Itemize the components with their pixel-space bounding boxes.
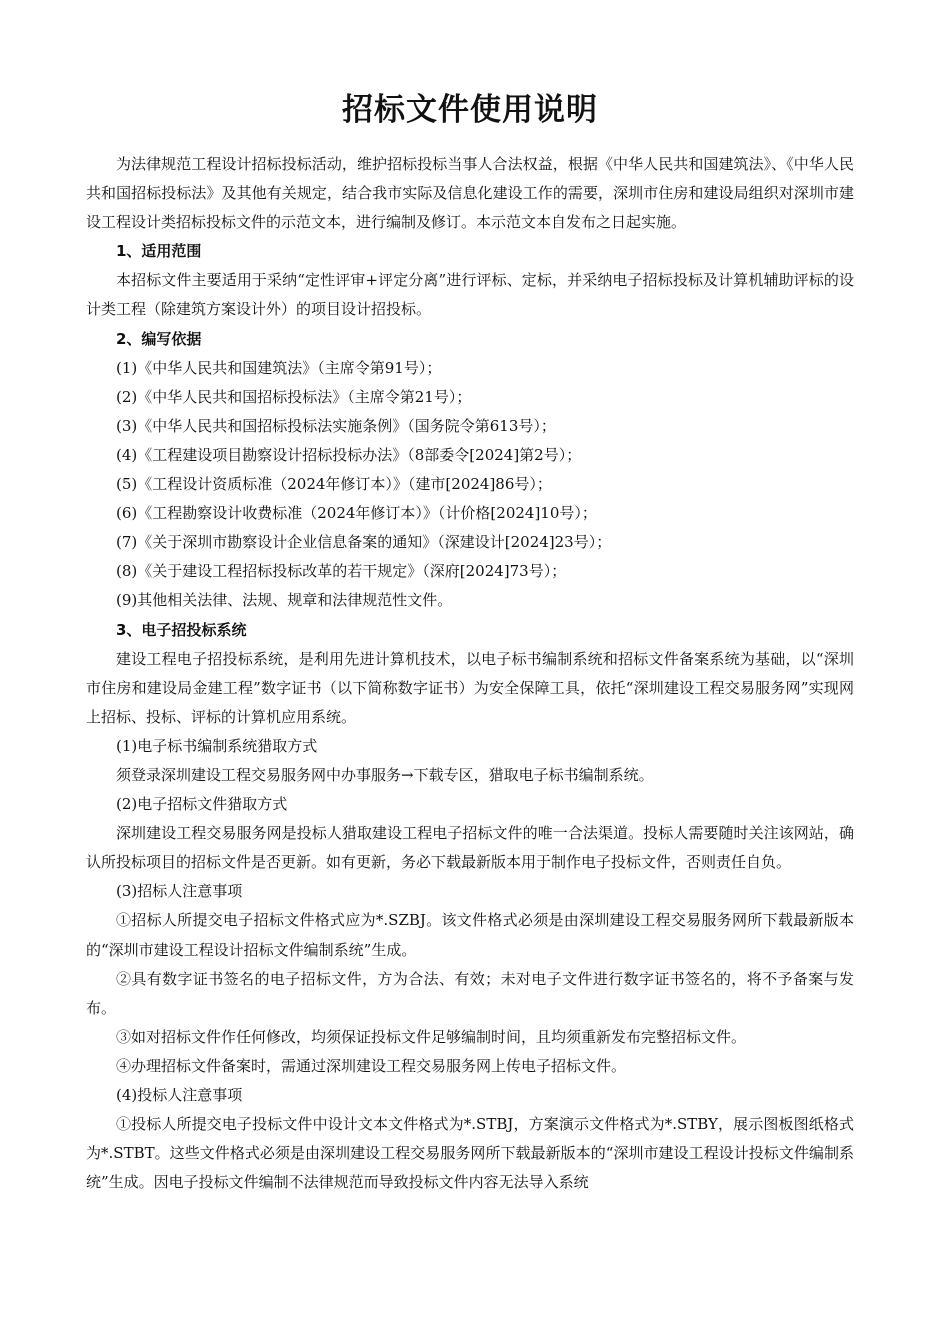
e-bidding-intro: 建设工程电子招投标系统，是利用先进计算机技术，以电子标书编制系统和招标文件备案系统为基础，以“深圳市住房和建设局金建工程”数字证书（以下简称数字证书）为安全保障工具，依托“深圳建设工程交易服务网”实现网上招标、投标、评标的计算机应用系统。 xyxy=(86,649,854,726)
section-heading-basis: 2、编写依据 xyxy=(116,329,202,348)
bidder-note-item: ①投标人所提交电子投标文件中设计文本文件格式为*.STBJ，方案演示文件格式为*.STBY，展示图板图纸格式为*.STBT。这些文件格式必须是由深圳建设工程交易服务网所下载最新版本的“深圳市建设工程设计投标文件编制系统”生成。因电子投标文件编制不法律规范而导致投标文件内容无法导入系统 xyxy=(86,1115,854,1192)
tenderer-note-item: ④办理招标文件备案时，需通过深圳建设工程交易服务网上传电子招标文件。 xyxy=(116,1056,627,1075)
basis-item: (4)《工程建设项目勘察设计招标投标办法》（8部委令[2024]第2号）； xyxy=(116,445,582,464)
subheading-bidder-notes: (4)投标人注意事项 xyxy=(116,1086,243,1104)
basis-item: (3)《中华人民共和国招标投标法实施条例》（国务院令第613号）； xyxy=(116,416,556,435)
tenderer-note-item: ①招标人所提交电子招标文件格式应为*.SZBJ。该文件格式必须是由深圳建设工程交易服务网所下载最新版本的“深圳市建设工程设计招标文件编制系统”生成。 xyxy=(86,911,854,959)
basis-item: (8)《关于建设工程招标投标改革的若干规定》（深府[2024]73号）； xyxy=(116,562,567,581)
basis-item: (9)其他相关法律、法规、规章和法律规范性文件。 xyxy=(116,591,453,610)
subheading-tender-access: (2)电子招标文件猎取方式 xyxy=(116,795,288,814)
basis-item: (6)《工程勘察设计收费标准（2024年修订本）》（计价格[2024]10号）； xyxy=(116,504,597,523)
basis-item: (2)《中华人民共和国招标投标法》（主席令第21号）； xyxy=(116,387,472,406)
tenderer-note-item: ②具有数字证书签名的电子招标文件，方为合法、有效；未对电子文件进行数字证书签名的，将不予备案与发布。 xyxy=(86,969,854,1017)
subheading-tenderer-notes: (3)招标人注意事项 xyxy=(116,882,243,901)
document-title: 招标文件使用说明 xyxy=(342,92,598,128)
basis-item: (5)《工程设计资质标准（2024年修订本）》（建市[2024]86号）； xyxy=(116,475,552,494)
basis-item: (7)《关于深圳市勘察设计企业信息备案的通知》（深建设计[2024]23号）； xyxy=(116,533,612,552)
basis-item: (1)《中华人民共和国建筑法》（主席令第91号）； xyxy=(116,358,442,377)
section-heading-e-bidding: 3、电子招投标系统 xyxy=(116,620,247,639)
tool-access-paragraph: 须登录深圳建设工程交易服务网中办事服务→下载专区，猎取电子标书编制系统。 xyxy=(116,765,654,784)
subheading-tool-access: (1)电子标书编制系统猎取方式 xyxy=(116,736,318,755)
section-heading-scope: 1、适用范围 xyxy=(116,242,202,261)
tenderer-note-item: ③如对招标文件作任何修改，均须保证投标文件足够编制时间，且均须重新发布完整招标文件。 xyxy=(116,1027,747,1046)
intro-paragraph: 为法律规范工程设计招标投标活动，维护招标投标当事人合法权益，根据《中华人民共和国建筑法》、《中华人民共和国招标投标法》及其他有关规定，结合我市实际及信息化建设工作的需要，深圳市住房和建设局组织对深圳市建设工程设计类招标投标文件的示范文本，进行编制及修订。本示范文本自发布之日起实施。 xyxy=(86,155,854,232)
tender-access-paragraph: 深圳建设工程交易服务网是投标人猎取建设工程电子招标文件的唯一合法渠道。投标人需要随时关注该网站，确认所投标项目的招标文件是否更新。如有更新，务必下载最新版本用于制作电子投标文件，否则责任自负。 xyxy=(86,824,854,872)
scope-paragraph: 本招标文件主要适用于采纳“定性评审+评定分离”进行评标、定标，并采纳电子招标投标及计算机辅助评标的设计类工程（除建筑方案设计外）的项目设计招投标。 xyxy=(86,271,854,319)
